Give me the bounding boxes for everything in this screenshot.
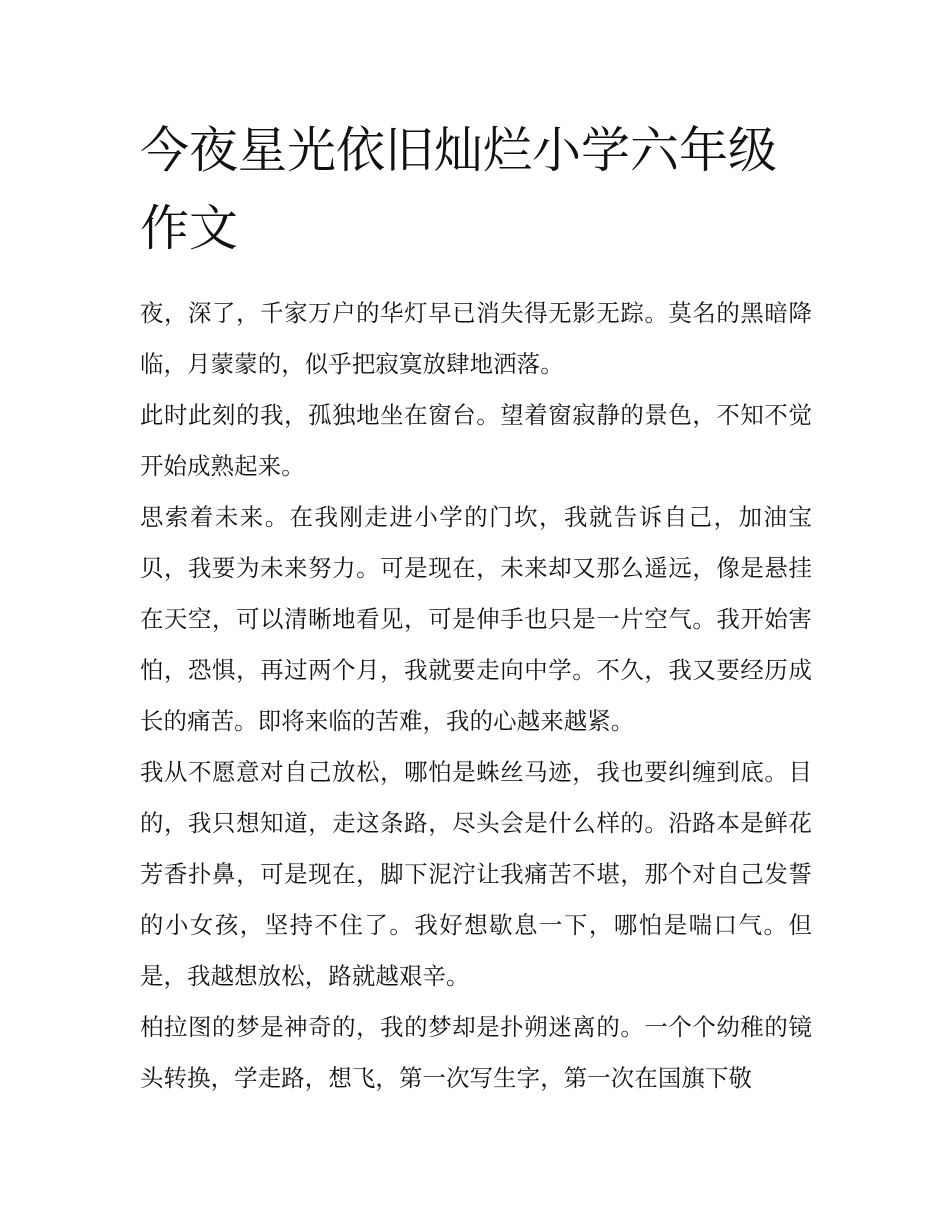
paragraph-2: 此时此刻的我，孤独地坐在窗台。望着窗寂静的景色，不知不觉开始成熟起来。 bbox=[140, 401, 812, 480]
document-title: 今夜星光依旧灿烂小学六年级作文 bbox=[140, 122, 778, 257]
document-body bbox=[140, 288, 812, 1104]
document-page bbox=[140, 112, 812, 1104]
paragraph-1: 夜，深了，千家万户的华灯早已消失得无影无踪。莫名的黑暗降临，月蒙蒙的，似乎把寂寞放肆地洒落。 bbox=[140, 299, 812, 378]
paragraph-3: 思索着未来。在我刚走进小学的门坎，我就告诉自己，加油宝贝，我要为未来努力。可是现在，未来却又那么遥远，像是悬挂在天空，可以清晰地看见，可是伸手也只是一片空气。我开始害怕，恐惧，再过两个月，我就要走向中学。不久，我又要经历成长的痛苦。即将来临的苦难，我的心越来越紧。 bbox=[140, 503, 812, 735]
paragraph-4: 我从不愿意对自己放松，哪怕是蛛丝马迹，我也要纠缠到底。目的，我只想知道，走这条路，尽头会是什么样的。沿路本是鲜花芳香扑鼻，可是现在，脚下泥泞让我痛苦不堪，那个对自己发誓的小女孩，坚持不住了。我好想歇息一下，哪怕是喘口气。但是，我越想放松，路就越艰辛。 bbox=[140, 758, 812, 990]
paragraph-5: 柏拉图的梦是神奇的，我的梦却是扑朔迷离的。一个个幼稚的镜头转换，学走路，想飞，第一次写生字，第一次在国旗下敬 bbox=[140, 1013, 812, 1092]
